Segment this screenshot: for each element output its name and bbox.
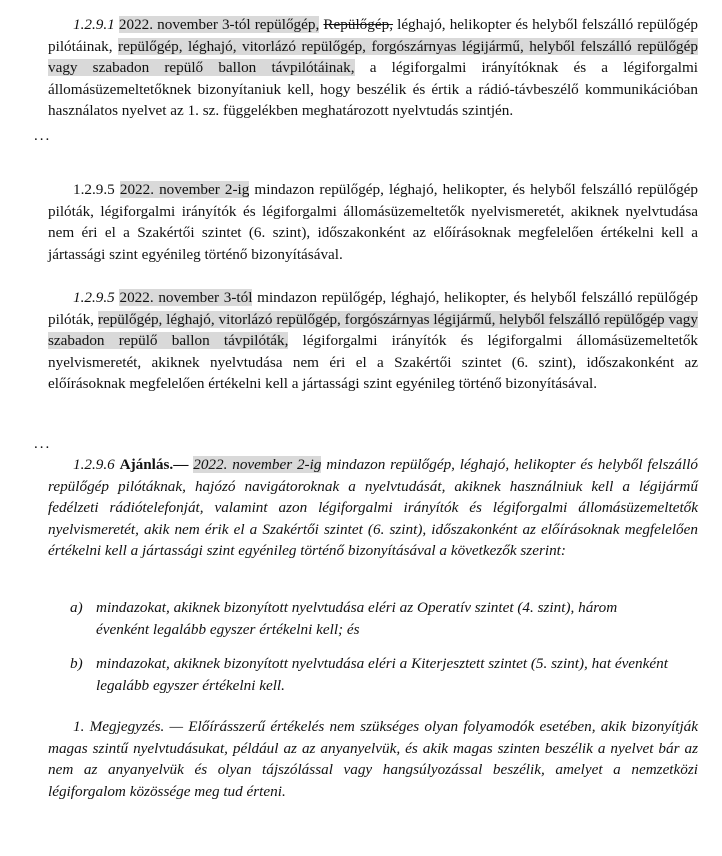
list-text: mindazokat, akiknek bizonyított nyelvtudása eléri a Kiterjesztett szintet (5. szint), hat évenként legalább egyszer értékelni kell. (96, 655, 668, 694)
body-text: mindazon repülőgép, léghajó, helikopter, és helyből felszálló repülőgép pilóták, (48, 289, 699, 328)
ellipsis: ... (34, 436, 52, 452)
body-text: léghajó, helikopter és helyből felszálló repülőgép pilótáinak, (48, 16, 699, 55)
list-item (70, 653, 670, 696)
note-text: 1. Megjegyzés. — Előírásszerű értékelés nem szükséges olyan folyamodók esetében, akik bizonyítják magas szintű nyelvtudásukat, például az az anyanyelvük, és akik magas szinten beszélik a nyelvet bár az nem az anyanyelvük és olyan tájszólással vagy hangsúlyozással beszélik, amelyet a nemzetközi légiforgalom közössége meg tud érteni. (48, 718, 698, 800)
struck-text: Repülőgép, (323, 16, 393, 33)
list-label: b) (70, 655, 83, 672)
highlighted-text: 2022. november 2-ig (193, 456, 322, 473)
section-number: 1.2.9.5 (73, 289, 115, 306)
body-text: a légiforgalmi irányítóknak és a légiforgalmi állomásüzemeltetőknek bizonyítaniuk kell, hogy beszélik és értik a rádió-távbeszélő kommunikációban használatos nyelvet az 1. sz. függelékben meghatározott nyelvtudás szintjén. (48, 59, 698, 119)
paragraph-1-2-9-1 (48, 14, 698, 122)
highlighted-text: 2022. november 3-tól repülőgép, (118, 16, 320, 33)
note-1 (48, 716, 698, 802)
ellipsis: ... (34, 128, 52, 144)
list-label: a) (70, 599, 83, 616)
highlighted-text: repülőgép, léghajó, vitorlázó repülőgép, forgószárnyas légijármű, helyből felszálló repülőgép vagy szabadon repülő ballon távpilótáinak, (48, 37, 698, 76)
body-text: mindazon repülőgép, léghajó, helikopter és helyből felszálló repülőgép pilótáknak, hajózó navigátoroknak a nyelvtudását, akiknek használniuk kell a légijármű fedélzeti rádiótelefonját, valamint azon légiforgalmi irányítók és légiforgalmi állomásüzemeltetők nyelvismeretét, akik nem érik el a Szakértői szintet (6. szint), időszakonként az előírásoknak megfelelően értékelni kell a jártassági szint egyénileg történő bizonyításával a következők szerint: (48, 456, 699, 559)
highlighted-text: 2022. november 3-tól (119, 289, 253, 306)
highlighted-text: repülőgép, léghajó, vitorlázó repülőgép, forgószárnyas légijármű, helyből felszálló repülőgép vagy szabadon repülő ballon távpilóták, (48, 310, 698, 349)
paragraph-1-2-9-6 (48, 454, 698, 562)
highlighted-text: 2022. november 2-ig (119, 181, 250, 198)
list-text: mindazokat, akiknek bizonyított nyelvtudása eléri az Operatív szintet (4. szint), három évenként legalább egyszer értékelni kell; és (96, 599, 618, 638)
recommendation-label: Ajánlás.— (119, 456, 189, 473)
section-number: 1.2.9.5 (73, 181, 115, 198)
paragraph-1-2-9-5-old (48, 179, 698, 265)
paragraph-1-2-9-5-new (48, 287, 698, 395)
section-number: 1.2.9.1 (73, 16, 115, 33)
section-number: 1.2.9.6 (73, 456, 115, 473)
list-item (70, 597, 670, 640)
body-text: mindazon repülőgép, léghajó, helikopter, és helyből felszálló repülőgép pilóták, légiforgalmi irányítók és légiforgalmi állomásüzemeltetők nyelvismeretét, akiknek nyelvtudása nem éri el a Szakértői szintet (6. szint), időszakonként az előírásoknak megfelelően értékelni kell a jártassági szint egyénileg történő bizonyításával. (48, 181, 698, 263)
body-text: légiforgalmi irányítók és légiforgalmi állomásüzemeltetők nyelvismeretét, akiknek nyelvtudása nem éri el a Szakértői szintet (6. szint), időszakonként az előírásoknak megfelelően értékelni kell a jártassági szint egyénileg történő bizonyításával. (48, 332, 699, 392)
